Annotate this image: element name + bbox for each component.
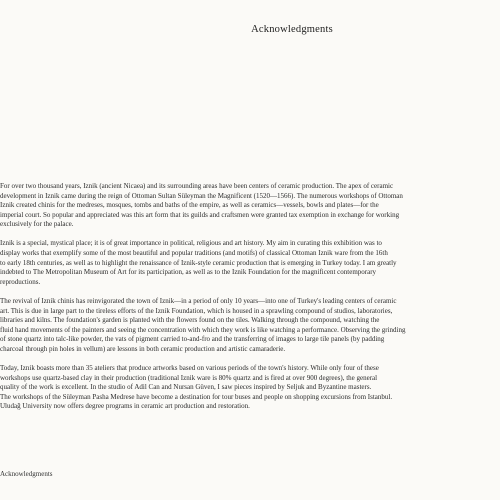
paragraph-3: The revival of Iznik chinis has reinvigorated the town of Iznik—in a period of only 10 years—into one of Turkey's leading centers of ceramic art. This is due in large part to the tireless efforts of the Iznik Foundation, which is housed in a sprawling compound of studios, laboratories, libraries and kilns. The foundation's garden is planted with the flowers found on the tiles. Walking through the compound, watching the fluid hand movements of the painters and seeing the concentration with which they work is like watching a performance. Observing the grinding of stone quartz into talc-like powder, the vats of pigment carried to-and-fro and the transferring of images to large tile panels (by padding charcoal through pin holes in vellum) are lessons in both ceramic production and artistic camaraderie. (0, 296, 406, 353)
page-footer: Acknowledgments (0, 470, 53, 478)
paragraph-1: For over two thousand years, Iznik (ancient Nicaea) and its surrounding areas have been centers of ceramic production. The apex of ceramic development in Iznik came during the reign of Ottoman Sultan Süleyman the Magnificent (1520—1566). The numerous workshops of Ottoman Iznik created chinis for the medreses, mosques, tombs and baths of the empire, as well as ceramics—vessels, bowls and plates—for the imperial court. So popular and appreciated was this art form that its guilds and craftsmen were granted tax exemption in exchange for working exclusively for the palace. (0, 182, 403, 229)
body-text (0, 182, 496, 421)
paragraph-4: Today, Iznik boasts more than 35 ateliers that produce artworks based on various periods of the town's history. While only four of these workshops use quartz-based clay in their production (traditional Iznik ware is 80% quartz and is fired at over 900 degrees), the general quality of the work is excellent. In the studio of Adil Can and Nursan Güven, I saw pieces inspired by Seljuk and Byzantine masters. The workshops of the Süleyman Pasha Medrese have become a destination for tour buses and people on shopping excursions from Istanbul. Uludağ University now offers degree programs in ceramic art production and restoration. (0, 364, 393, 411)
paragraph-2: Iznik is a special, mystical place; it is of great importance in political, religious and art history. My aim in curating this exhibition was to display works that exemplify some of the most beautiful and popular traditions (and motifs) of classical Ottoman Iznik ware from the 16th to early 18th centuries, as well as to highlight the renaissance of Iznik-style ceramic production that is emerging in Turkey today. I am greatly indebted to The Metropolitan Museum of Art for its participation, as well as to the Iznik Foundation for the magnificent contemporary reproductions. (0, 239, 397, 286)
page-title-text: Acknowledgments (251, 24, 333, 35)
page-title (0, 24, 500, 35)
